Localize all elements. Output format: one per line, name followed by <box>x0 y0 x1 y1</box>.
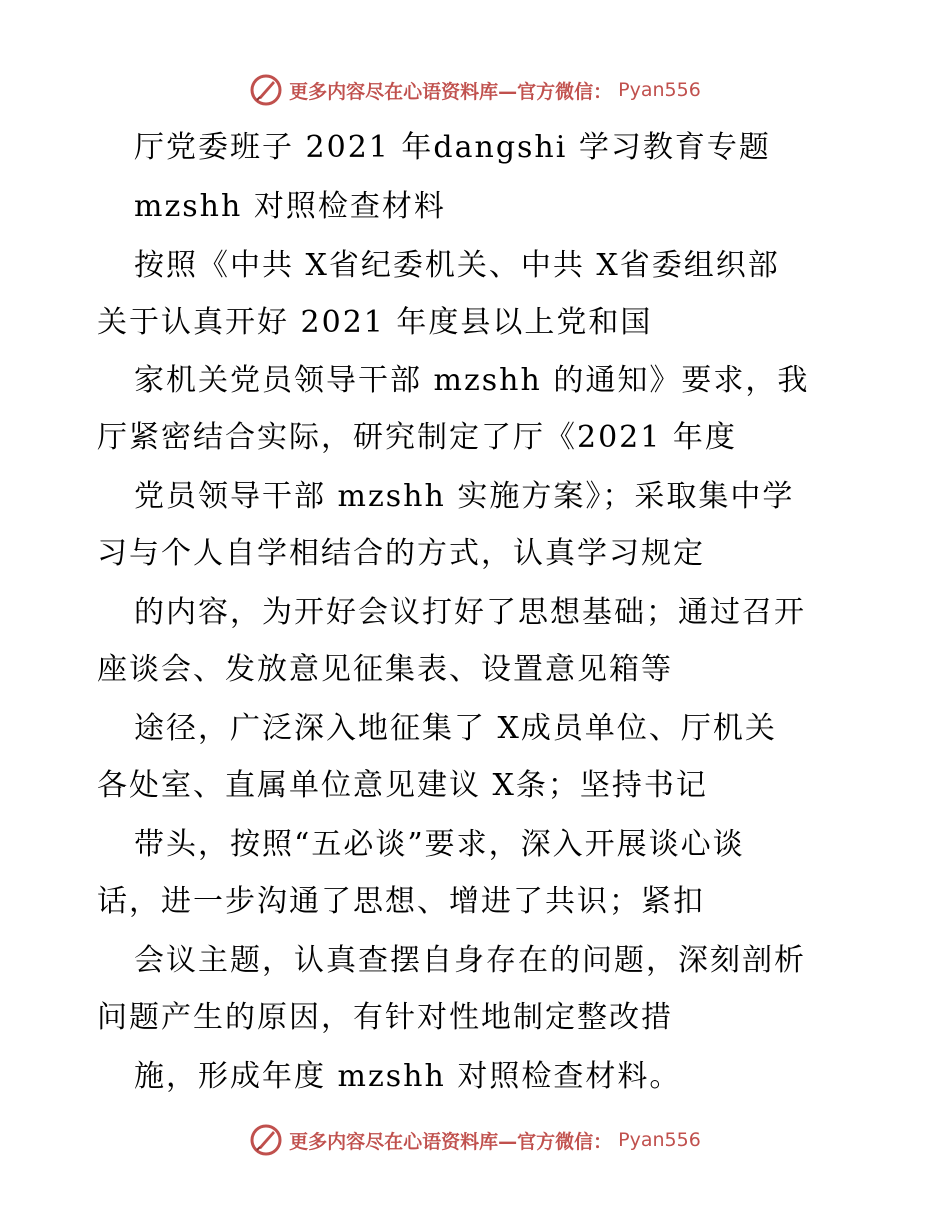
paragraph-line: 党员领导干部 mzshh 实施方案》；采取集中学 <box>134 479 795 514</box>
paragraph-line: 施，形成年度 mzshh 对照检查材料。 <box>134 1059 682 1094</box>
paragraph-line: 会议主题，认真查摆自身存在的问题，深刻剖析 <box>134 943 806 978</box>
header-banner-handle: Pyan556 <box>618 79 701 101</box>
paragraph-line: 途径，广泛深入地征集了 X成员单位、厅机关 <box>134 711 777 746</box>
paragraph-line: 各处室、直属单位意见建议 X条；坚持书记 <box>97 768 708 803</box>
paragraph-line: 问题产生的原因，有针对性地制定整改措 <box>97 1000 673 1035</box>
paragraph-line: 带头，按照“五必谈”要求，深入开展谈心谈 <box>134 827 745 862</box>
paragraph-line: 习与个人自学相结合的方式，认真学习规定 <box>97 536 705 571</box>
title-line-2: mzshh 对照检查材料 <box>134 189 446 224</box>
footer-banner-text: 更多内容尽在心语资料库—官方微信： <box>289 1130 613 1153</box>
quill-logo-icon <box>249 73 283 107</box>
paragraph-line: 关于认真开好 2021 年度县以上党和国 <box>97 305 653 340</box>
footer-watermark-banner <box>0 1120 950 1160</box>
paragraph-line: 厅紧密结合实际，研究制定了厅《2021 年度 <box>97 420 737 455</box>
quill-logo-icon <box>249 1123 283 1157</box>
paragraph-line: 座谈会、发放意见征集表、设置意见箱等 <box>97 652 673 687</box>
paragraph-line: 话，进一步沟通了思想、增进了共识；紧扣 <box>97 884 705 919</box>
paragraph-line: 的内容，为开好会议打好了思想基础；通过召开 <box>134 595 806 630</box>
header-watermark-banner <box>0 70 950 110</box>
footer-banner-handle: Pyan556 <box>618 1129 701 1151</box>
paragraph-line: 家机关党员领导干部 mzshh 的通知》要求，我 <box>134 363 810 398</box>
title-line-1: 厅党委班子 2021 年dangshi 学习教育专题 <box>134 130 771 165</box>
paragraph-line: 按照《中共 X省纪委机关、中共 X省委组织部 <box>134 248 780 283</box>
header-banner-text: 更多内容尽在心语资料库—官方微信： <box>289 80 613 103</box>
